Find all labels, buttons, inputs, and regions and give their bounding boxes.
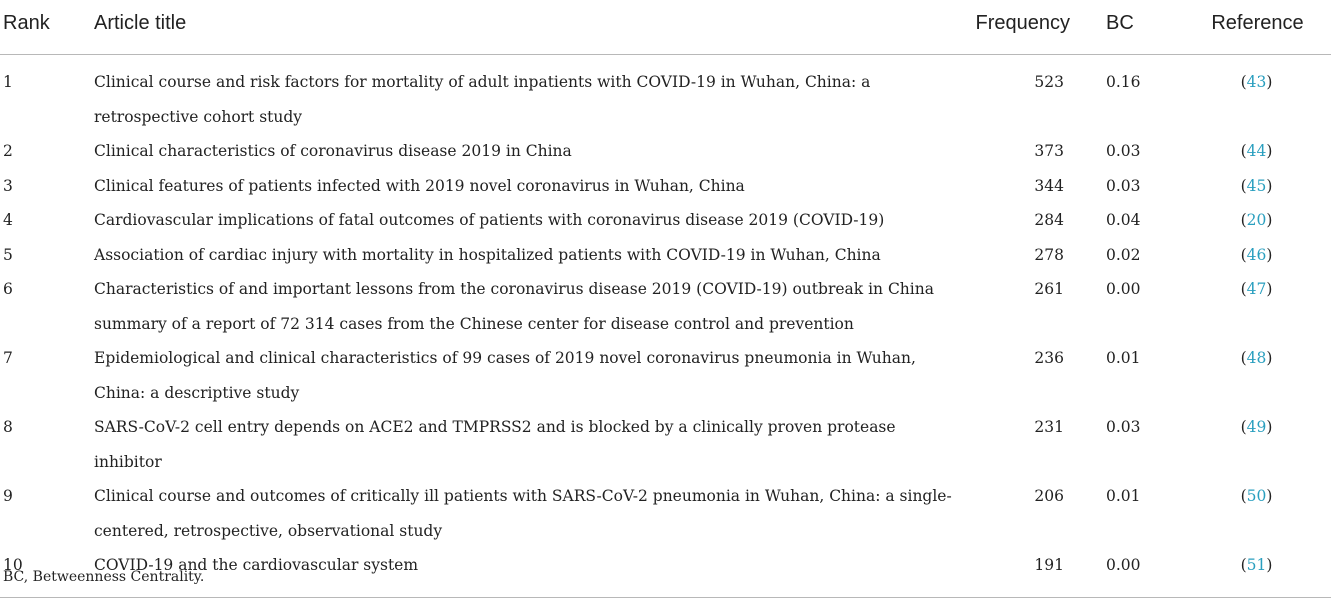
bc-cell: 0.01 — [1106, 349, 1141, 367]
rank-cell: 8 — [3, 418, 13, 436]
bc-cell: 0.00 — [1106, 548, 1190, 597]
reference-cell — [1190, 55, 1331, 135]
ref-paren-close: ) — [1266, 556, 1273, 574]
table-row — [0, 272, 1331, 341]
rank-cell: 9 — [3, 487, 13, 505]
frequency-cell: 373 — [1034, 142, 1064, 160]
title-cell: Clinical course and outcomes of critically ill patients with SARS-CoV-2 pneumonia in Wuhan, China: a single-centered, retrospective, observational study — [94, 487, 952, 540]
reference-cell — [1190, 203, 1331, 238]
reference-link[interactable]: 50 — [1246, 487, 1267, 505]
header-bc: BC — [1106, 0, 1190, 55]
ref-paren-close: ) — [1266, 211, 1273, 229]
bc-cell: 0.00 — [1106, 280, 1141, 298]
title-cell: Association of cardiac injury with mortality in hospitalized patients with COVID-19 in Wuhan, China — [94, 245, 881, 264]
header-article-title: Article title — [94, 0, 968, 55]
ref-paren-close: ) — [1266, 73, 1273, 91]
rank-cell: 10 — [0, 548, 94, 597]
rank-cell: 3 — [3, 176, 13, 195]
table-footnote: BC, Betweenness Centrality. — [3, 569, 205, 585]
table-body — [0, 55, 1331, 598]
ref-paren-open: ( — [1240, 487, 1247, 505]
frequency-cell: 278 — [1034, 245, 1064, 264]
frequency-cell: 231 — [1034, 418, 1064, 436]
frequency-cell: 206 — [1034, 487, 1064, 505]
ref-paren-close: ) — [1266, 280, 1273, 298]
table-row — [0, 479, 1331, 548]
ref-paren-open: ( — [1240, 176, 1247, 195]
title-cell: Clinical characteristics of coronavirus disease 2019 in China — [94, 142, 572, 160]
ref-paren-open: ( — [1240, 280, 1247, 298]
ref-paren-close: ) — [1266, 142, 1273, 160]
reference-link[interactable]: 47 — [1246, 280, 1267, 298]
reference-link[interactable]: 48 — [1246, 349, 1267, 367]
bc-cell: 0.02 — [1106, 245, 1141, 264]
reference-cell — [1190, 479, 1331, 548]
header-rank: Rank — [0, 0, 94, 55]
rank-cell: 4 — [3, 211, 13, 229]
table-row — [0, 134, 1331, 169]
bc-cell: 0.01 — [1106, 487, 1141, 505]
reference-cell — [1190, 272, 1331, 341]
reference-link[interactable]: 20 — [1246, 211, 1267, 229]
header-frequency: Frequency — [968, 0, 1106, 55]
title-cell: Characteristics of and important lessons from the coronavirus disease 2019 (COVID-19) outbreak in China summary of a report of 72 314 cases from the Chinese center for disease control and prevention — [94, 280, 934, 333]
table-row — [0, 203, 1331, 238]
ref-paren-open: ( — [1240, 211, 1247, 229]
reference-link[interactable]: 45 — [1246, 176, 1267, 195]
bc-cell: 0.03 — [1106, 418, 1141, 436]
table-row — [0, 410, 1331, 479]
reference-link[interactable]: 43 — [1246, 73, 1267, 91]
reference-link[interactable]: 51 — [1246, 556, 1267, 574]
frequency-cell: 523 — [1034, 73, 1064, 91]
ref-paren-open: ( — [1240, 142, 1247, 160]
reference-cell — [1190, 548, 1331, 597]
frequency-cell: 284 — [1034, 211, 1064, 229]
ref-paren-close: ) — [1266, 487, 1273, 505]
bc-cell: 0.04 — [1106, 211, 1141, 229]
ref-paren-open: ( — [1240, 245, 1247, 264]
ref-paren-open: ( — [1240, 73, 1247, 91]
reference-cell — [1190, 169, 1331, 204]
table-row — [0, 238, 1331, 273]
rank-cell: 5 — [3, 245, 13, 264]
bc-cell: 0.03 — [1106, 142, 1141, 160]
title-cell: SARS-CoV-2 cell entry depends on ACE2 and TMPRSS2 and is blocked by a clinically proven protease inhibitor — [94, 418, 896, 471]
rank-cell: 7 — [3, 349, 13, 367]
frequency-cell: 344 — [1034, 176, 1064, 195]
bc-cell: 0.16 — [1106, 73, 1141, 91]
ref-paren-close: ) — [1266, 176, 1273, 195]
reference-link[interactable]: 49 — [1246, 418, 1267, 436]
rank-cell: 1 — [3, 73, 13, 91]
table-row — [0, 341, 1331, 410]
title-cell: Clinical course and risk factors for mortality of adult inpatients with COVID-19 in Wuhan, China: a retrospective cohort study — [94, 73, 871, 126]
reference-link[interactable]: 46 — [1246, 245, 1267, 264]
ref-paren-close: ) — [1266, 418, 1273, 436]
ref-paren-open: ( — [1240, 556, 1247, 574]
reference-cell — [1190, 238, 1331, 273]
reference-cell — [1190, 134, 1331, 169]
reference-link[interactable]: 44 — [1246, 142, 1267, 160]
title-cell: Epidemiological and clinical characteristics of 99 cases of 2019 novel coronavirus pneumonia in Wuhan, China: a descriptive study — [94, 349, 916, 402]
frequency-cell: 261 — [1034, 280, 1064, 298]
ref-paren-close: ) — [1266, 349, 1273, 367]
ref-paren-open: ( — [1240, 418, 1247, 436]
title-cell: COVID-19 and the cardiovascular system — [94, 548, 968, 597]
header-reference: Reference — [1190, 0, 1331, 55]
table-row — [0, 169, 1331, 204]
frequency-cell: 236 — [1034, 349, 1064, 367]
table-header — [0, 0, 1331, 55]
title-cell: Cardiovascular implications of fatal outcomes of patients with coronavirus disease 2019 (COVID-19) — [94, 211, 885, 229]
rank-cell: 6 — [3, 280, 13, 298]
table-row — [0, 55, 1331, 135]
title-cell: Clinical features of patients infected with 2019 novel coronavirus in Wuhan, China — [94, 176, 745, 195]
header-row — [0, 0, 1331, 55]
frequency-cell: 191 — [968, 548, 1106, 597]
rank-cell: 2 — [3, 142, 13, 160]
reference-cell — [1190, 410, 1331, 479]
reference-cell — [1190, 341, 1331, 410]
bc-cell: 0.03 — [1106, 176, 1141, 195]
ref-paren-open: ( — [1240, 349, 1247, 367]
ref-paren-close: ) — [1266, 245, 1273, 264]
